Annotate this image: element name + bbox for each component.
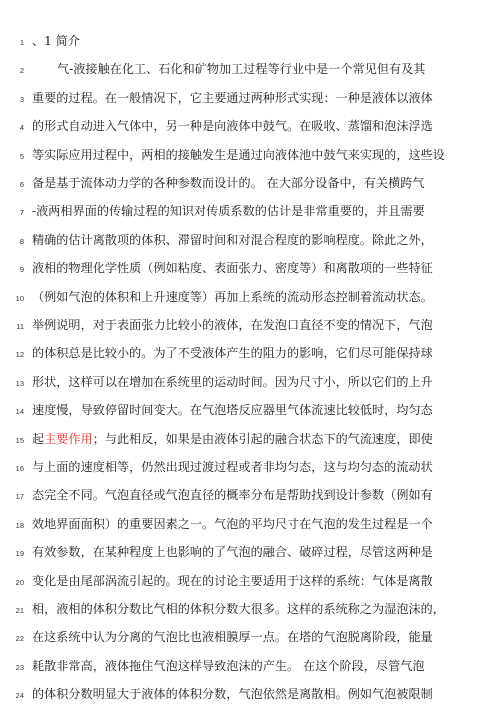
line-number: 6 — [19, 180, 24, 189]
document-line — [0, 683, 496, 711]
document-line — [0, 428, 496, 456]
document-line — [0, 314, 496, 342]
line-number: 2 — [19, 66, 24, 76]
text-segment: 与上面的速度相等，仍然出现过渡过程或者非均匀态，这与均匀态的流动状 — [32, 460, 433, 474]
line-text — [32, 316, 462, 334]
line-text — [32, 32, 462, 50]
document-line — [0, 144, 496, 172]
line-number: 13 — [15, 378, 24, 388]
text-segment: ；与此相反，如果是由液体引起的融合状态下的气流速度，即使 — [92, 431, 433, 446]
text-segment: 、1 简介 — [32, 34, 81, 48]
line-number: 7 — [19, 208, 24, 218]
text-segment: -液两相界面的传输过程的知识对传质系数的估计是非常重要的，并且需要 — [32, 204, 425, 219]
text-segment: 精确的估计离散项的体积、滞留时间和对混合程度的影响程度。除此之外， — [32, 232, 433, 247]
line-number: 22 — [15, 634, 24, 644]
line-text — [32, 685, 462, 703]
line-number: 15 — [15, 435, 24, 445]
document-line — [0, 399, 496, 427]
line-text — [32, 288, 462, 306]
line-number: 23 — [15, 662, 24, 672]
text-segment: 等实际应用过程中，两相的接触发生是通过向液体池中鼓气来实现的，这些设 — [32, 147, 445, 162]
document-line — [0, 456, 496, 484]
text-segment: 重要的过程。在一般情况下，它主要通过两种形式实现：一种是液体以液体 — [32, 90, 433, 105]
line-text — [32, 231, 462, 249]
document-line — [0, 484, 496, 512]
text-segment: 的体积分数明显大于液体的体积分数，气泡依然是离散相。例如气泡被限制 — [32, 687, 433, 702]
document-line — [0, 598, 496, 626]
text-segment: 的形式自动进入气体中，另一种是向液体中鼓气。在吸收、蒸馏和泡沫浮选 — [32, 119, 433, 134]
line-text — [32, 572, 462, 590]
line-number: 17 — [15, 492, 24, 502]
document-line — [0, 570, 496, 598]
text-segment: 速度慢，导致停留时间变大。在气泡塔反应器里气体流速比较低时，均匀态 — [32, 403, 433, 418]
line-number: 11 — [16, 322, 24, 331]
line-number: 1 — [19, 38, 24, 47]
document-line — [0, 286, 496, 314]
text-segment: 有效参数，在某种程度上也影响的了气泡的融合、破碎过程，尽管这两种是 — [32, 545, 433, 560]
document-line — [0, 115, 496, 143]
line-number: 10 — [15, 293, 24, 303]
line-text — [32, 401, 462, 419]
line-text — [32, 146, 462, 164]
line-number: 3 — [19, 94, 24, 104]
line-number: 4 — [19, 123, 24, 133]
line-number: 16 — [15, 464, 24, 473]
line-number: 19 — [15, 549, 24, 559]
line-number: 21 — [15, 606, 24, 615]
text-segment: 备是基于流体动力学的各种参数而设计的。 在大部分设备中，有关横跨气 — [32, 176, 425, 190]
line-text — [32, 373, 462, 391]
line-text — [32, 543, 462, 561]
document-line — [0, 229, 496, 257]
text-segment: 举例说明，对于表面张力比较小的液体，在发泡口直径不变的情况下，气泡 — [32, 318, 433, 332]
line-number: 12 — [15, 350, 24, 360]
document-line — [0, 58, 496, 86]
document-line — [0, 626, 496, 654]
document-line — [0, 200, 496, 228]
line-text — [32, 202, 462, 220]
line-text — [32, 657, 462, 675]
line-text — [32, 344, 462, 362]
document-line — [0, 87, 496, 115]
text-segment: 耗散非常高，液体拖住气泡这样导致泡沫的产生。 在这个阶段，尽管气泡 — [32, 658, 425, 673]
text-segment: 起 — [32, 431, 45, 446]
document-line — [0, 513, 496, 541]
document-line — [0, 30, 496, 58]
text-segment: 液相的物理化学性质（例如粘度、表面张力、密度等）和离散项的一些特征 — [32, 261, 433, 276]
line-number: 8 — [19, 236, 24, 246]
text-segment: 的体积总是比较小的。为了不受液体产生的阻力的影响，它们尽可能保持球 — [32, 346, 433, 361]
text-segment: 变化是由尾部涡流引起的。现在的讨论主要适用于这样的系统：气体是离散 — [32, 573, 433, 588]
line-text — [32, 486, 462, 504]
line-number: 24 — [15, 691, 24, 701]
line-text — [32, 600, 462, 618]
line-text — [32, 628, 462, 646]
text-segment: （例如气泡的体积和上升速度等）再加上系统的流动形态控制着流动状态。 — [32, 289, 433, 304]
text-segment: 效地界面面积）的重要因素之一。气泡的平均尺寸在气泡的发生过程是一个 — [32, 516, 433, 531]
document-line — [0, 257, 496, 285]
text-segment: 气-液接触在化工、石化和矿物加工过程等行业中是一个常见但有及其 — [57, 62, 426, 77]
line-text — [32, 515, 462, 533]
line-text — [32, 174, 462, 192]
line-text — [57, 60, 462, 78]
line-text — [32, 89, 462, 107]
text-segment: 形状，这样可以在增加在系统里的运动时间。因为尺寸小，所以它们的上升 — [32, 374, 433, 389]
line-text — [32, 430, 462, 448]
text-segment: 在这系统中认为分离的气泡比也液相膜厚一点。在塔的气泡脱离阶段，能量 — [32, 630, 433, 645]
text-segment: 态完全不同。气泡直径或气泡直径的概率分布是帮助找到设计参数（例如有 — [32, 488, 433, 503]
document-line — [0, 342, 496, 370]
document-line — [0, 172, 496, 200]
line-text — [32, 259, 462, 277]
document-line — [0, 371, 496, 399]
line-text — [32, 117, 462, 135]
line-text — [32, 458, 462, 476]
line-number: 9 — [19, 265, 24, 275]
document-line — [0, 655, 496, 683]
highlighted-text: 主要作用 — [44, 431, 93, 446]
document-line — [0, 541, 496, 569]
line-number: 18 — [15, 520, 24, 530]
line-number: 5 — [19, 151, 24, 161]
line-number: 14 — [15, 407, 24, 417]
line-number: 20 — [15, 577, 24, 587]
text-segment: 相，液相的体积分数比气相的体积分数大很多。这样的系统称之为湿泡沫的， — [32, 602, 445, 616]
